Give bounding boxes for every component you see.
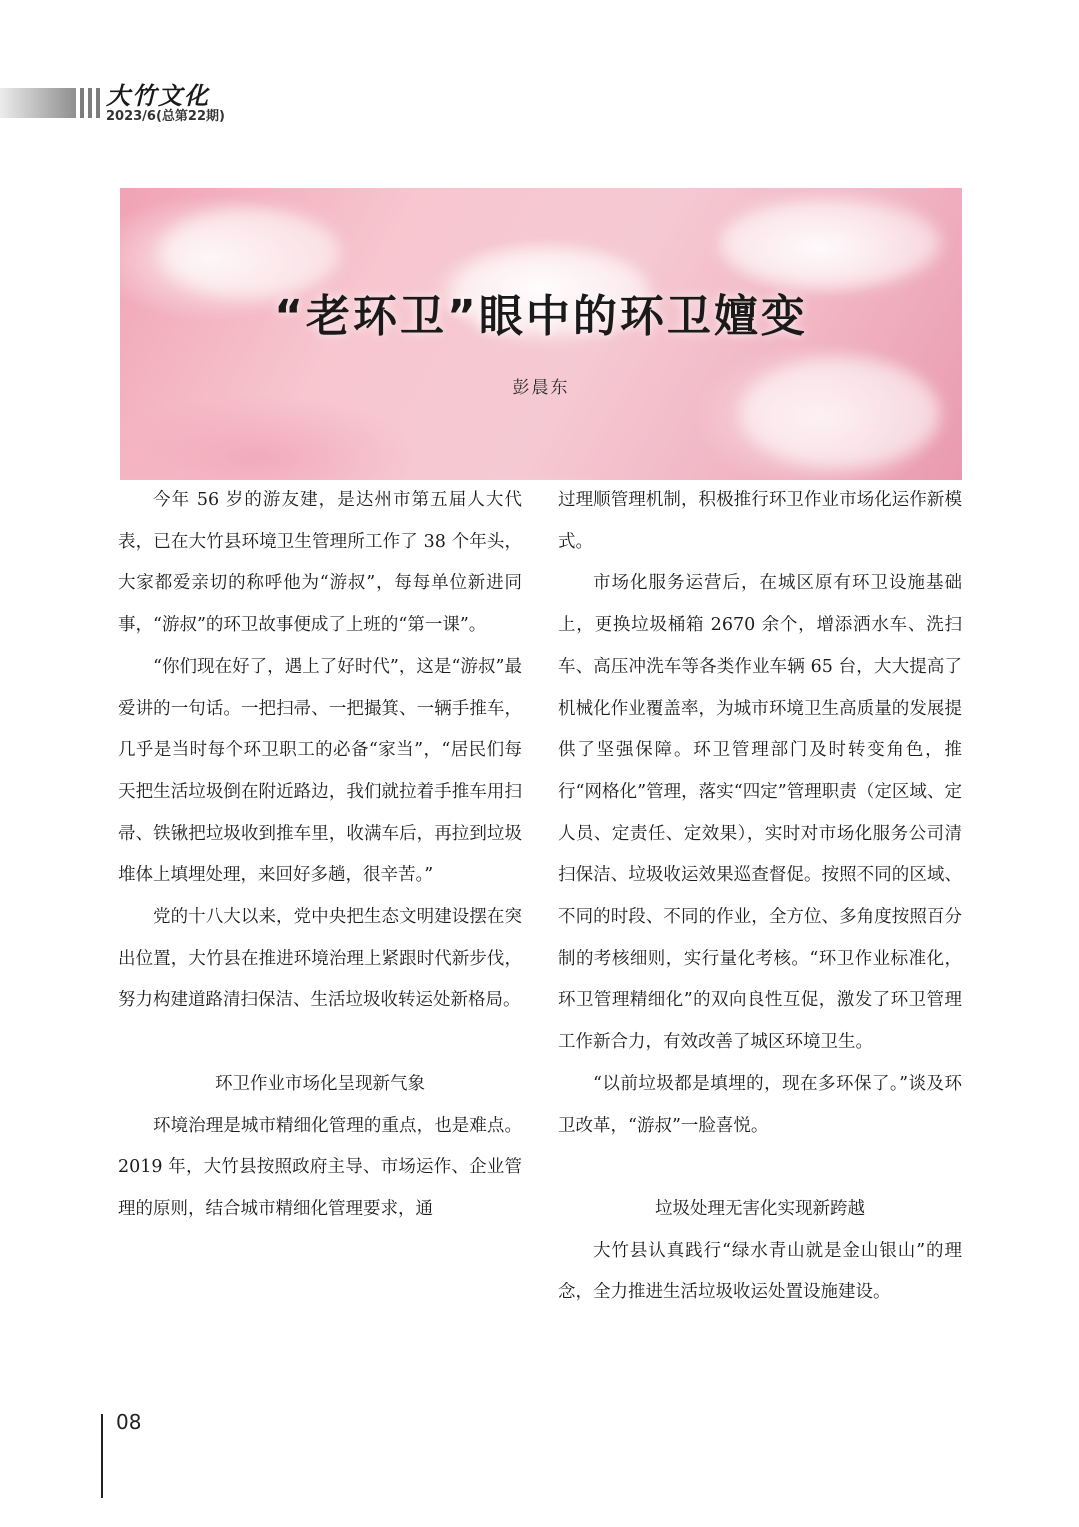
left-column [118,480,522,1231]
issue-number: 2023/6(总第22期) [106,109,225,124]
article-author: 彭晨东 [512,378,570,398]
paragraph: 大竹县认真践行“绿水青山就是金山银山”的理念，全力推进生活垃圾收运处置设施建设。 [558,1240,962,1303]
section-heading: 垃圾处理无害化实现新跨越 [655,1198,865,1219]
paragraph: 环境治理是城市精细化管理的重点，也是难点。2019 年，大竹县按照政府主导、市场运作、企业管理的原则，结合城市精细化管理要求，通 [118,1115,522,1219]
footer-rule [101,1414,103,1498]
paragraph-continued: 过理顺管理机制，积极推行环卫作业市场化运作新模式。 [558,490,962,552]
header-decoration [0,88,112,118]
paragraph: 市场化服务运营后，在城区原有环卫设施基础上，更换垃圾桶箱 2670 余个，增添洒水车、洗扫车、高压冲洗车等各类作业车辆 65 台，大大提高了机械化作业覆盖率，为城市环境卫生高质量的发展提供了坚强保障。环卫管理部门及时转变角色，推行“网格化”管理，落实“四定”管理职责（定区域、定人员、定责任、定效果），实时对市场化服务公司清扫保洁、垃圾收运效果巡查督促。按照不同的区域、不同的时段、不同的作业，全方位、多角度按照百分制的考核细则，实行量化考核。“环卫作业标准化，环卫管理精细化”的双向良性互促，激发了环卫管理工作新合力，有效改善了城区环境卫生。 [558,573,962,1053]
page-number: 08 [116,1410,142,1434]
paragraph: “你们现在好了，遇上了好时代”，这是“游叔”最爱讲的一句话。一把扫帚、一把撮箕、一辆手推车，几乎是当时每个环卫职工的必备“家当”，“居民们每天把生活垃圾倒在附近路边，我们就拉着手推车用扫帚、铁锹把垃圾收到推车里，收满车后，再拉到垃圾堆体上填埋处理，来回好多趟，很辛苦。” [118,656,522,886]
title-banner [120,188,962,480]
paragraph: 今年 56 岁的游友建，是达州市第五届人大代表，已在大竹县环境卫生管理所工作了 38 个年头，大家都爱亲切的称呼他为“游叔”，每每单位新进同事，“游叔”的环卫故事便成了上班的“第一课”。 [118,490,522,636]
section-heading: 环卫作业市场化呈现新气象 [215,1073,425,1094]
paragraph: “以前垃圾都是填埋的，现在多环保了。”谈及环卫改革，“游叔”一脸喜悦。 [558,1073,962,1136]
article-title: “老环卫”眼中的环卫嬗变 [274,291,808,342]
right-column [558,480,962,1314]
magazine-title: 大竹文化 [106,81,210,110]
paragraph: 党的十八大以来，党中央把生态文明建设摆在突出位置，大竹县在推进环境治理上紧跟时代新步伐，努力构建道路清扫保洁、生活垃圾收转运处新格局。 [118,907,522,1011]
